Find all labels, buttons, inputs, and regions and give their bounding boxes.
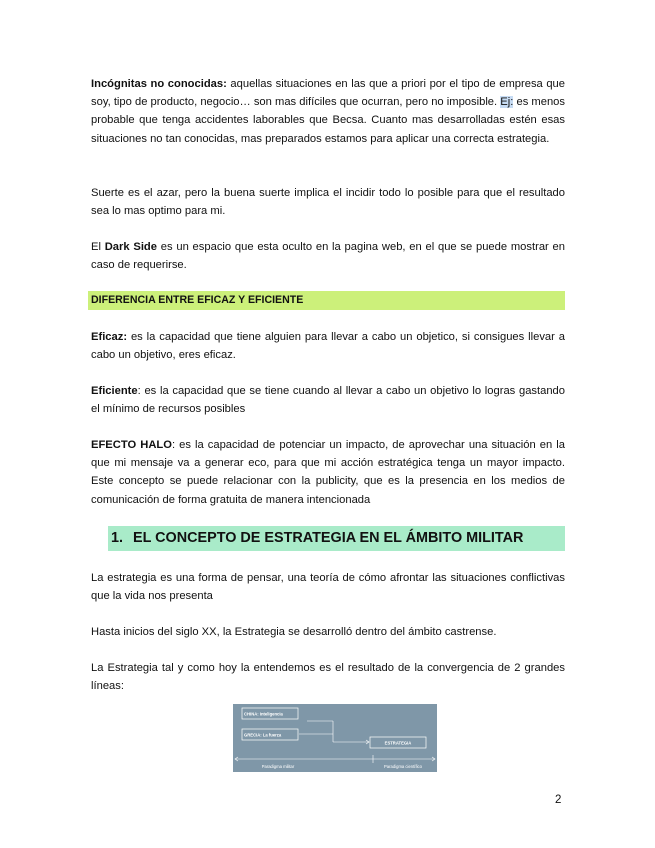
paragraph-suerte: Suerte es el azar, pero la buena suerte implica el incidir todo lo posible para que el resultado sea lo mas optimo para mi. xyxy=(91,187,565,218)
paragraph-convergencia: La Estrategia tal y como hoy la entendemos es el resultado de la convergencia de 2 grandes líneas: xyxy=(91,662,565,693)
paragraph-text: es menos probable que tenga accidentes laborables que Becsa. Cuanto mas desarrolladas estén esas situaciones no tan conocidas, mas preparados estamos para aplicar una correcta estrategia. xyxy=(91,96,565,145)
term-incognitas: Incógnitas no conocidas: xyxy=(91,78,227,90)
paragraph-siglo-xx: Hasta inicios del siglo XX, la Estrategia se desarrolló dentro del ámbito castrense. xyxy=(91,626,497,638)
paragraph-eficaz xyxy=(91,328,565,364)
selected-text[interactable]: Ej: xyxy=(500,96,514,109)
label-paradigma-cientifico: Paradigma científico xyxy=(384,764,422,769)
paragraph-estrategia-definicion: La estrategia es una forma de pensar, una teoría de cómo afrontar las situaciones conflictivas que la vida nos presenta xyxy=(91,572,565,603)
paragraph-text: es la capacidad que tiene alguien para llevar a cabo un objetico, si consigues llevar a cabo un objetivo, eres eficaz. xyxy=(91,331,565,362)
paragraph-text: es un espacio que esta oculto en la pagina web, en el que se puede mostrar en caso de requerirse. xyxy=(91,241,565,272)
box-china-label: CHINA: Inteligencia xyxy=(244,711,283,717)
label-paradigma-militar: Paradigma militar xyxy=(261,764,295,769)
section-number: 1. xyxy=(111,530,124,546)
strategy-diagram xyxy=(233,704,437,772)
term-eficaz: Eficaz: xyxy=(91,331,128,343)
subheading-eficaz-eficiente: DIFERENCIA ENTRE EFICAZ Y EFICIENTE xyxy=(88,291,565,310)
paragraph-efecto-halo xyxy=(91,436,565,509)
section-heading xyxy=(108,526,565,551)
paragraph-eficiente xyxy=(91,382,565,418)
paragraph-incognitas xyxy=(91,75,565,148)
paragraph-text: El xyxy=(91,241,105,253)
section-title: EL CONCEPTO DE ESTRATEGIA EN EL ÁMBITO MILITAR xyxy=(133,530,524,546)
term-dark-side: Dark Side xyxy=(104,241,157,253)
paragraph-text: : es la capacidad que se tiene cuando al llevar a cabo un objetivo lo logras gastando el mínimo de recursos posibles xyxy=(91,385,565,416)
term-efecto-halo: EFECTO HALO xyxy=(91,439,172,451)
term-eficiente: Eficiente xyxy=(91,385,138,397)
box-estrategia-label: ESTRATEGIA xyxy=(384,740,412,746)
paragraph-text: aquellas situaciones en las que a priori por el tipo de empresa que soy, tipo de producto, negocio… son mas difíciles que ocurran, pero no imposible. xyxy=(91,78,565,109)
paragraph-text: : es la capacidad de potenciar un impacto, de aprovechar una situación en la que mi mensaje va a generar eco, para que mi acción estratégica tenga un mayor impacto. Este concepto se puede relacionar con la publicity, que es la presencia en los medios de comunicación de forma gratuita de manera intencionada xyxy=(91,439,565,506)
page-number: 2 xyxy=(555,794,562,806)
box-grecia-label: GRECIA: La fuerza xyxy=(244,732,282,738)
paragraph-dark-side xyxy=(91,238,565,274)
